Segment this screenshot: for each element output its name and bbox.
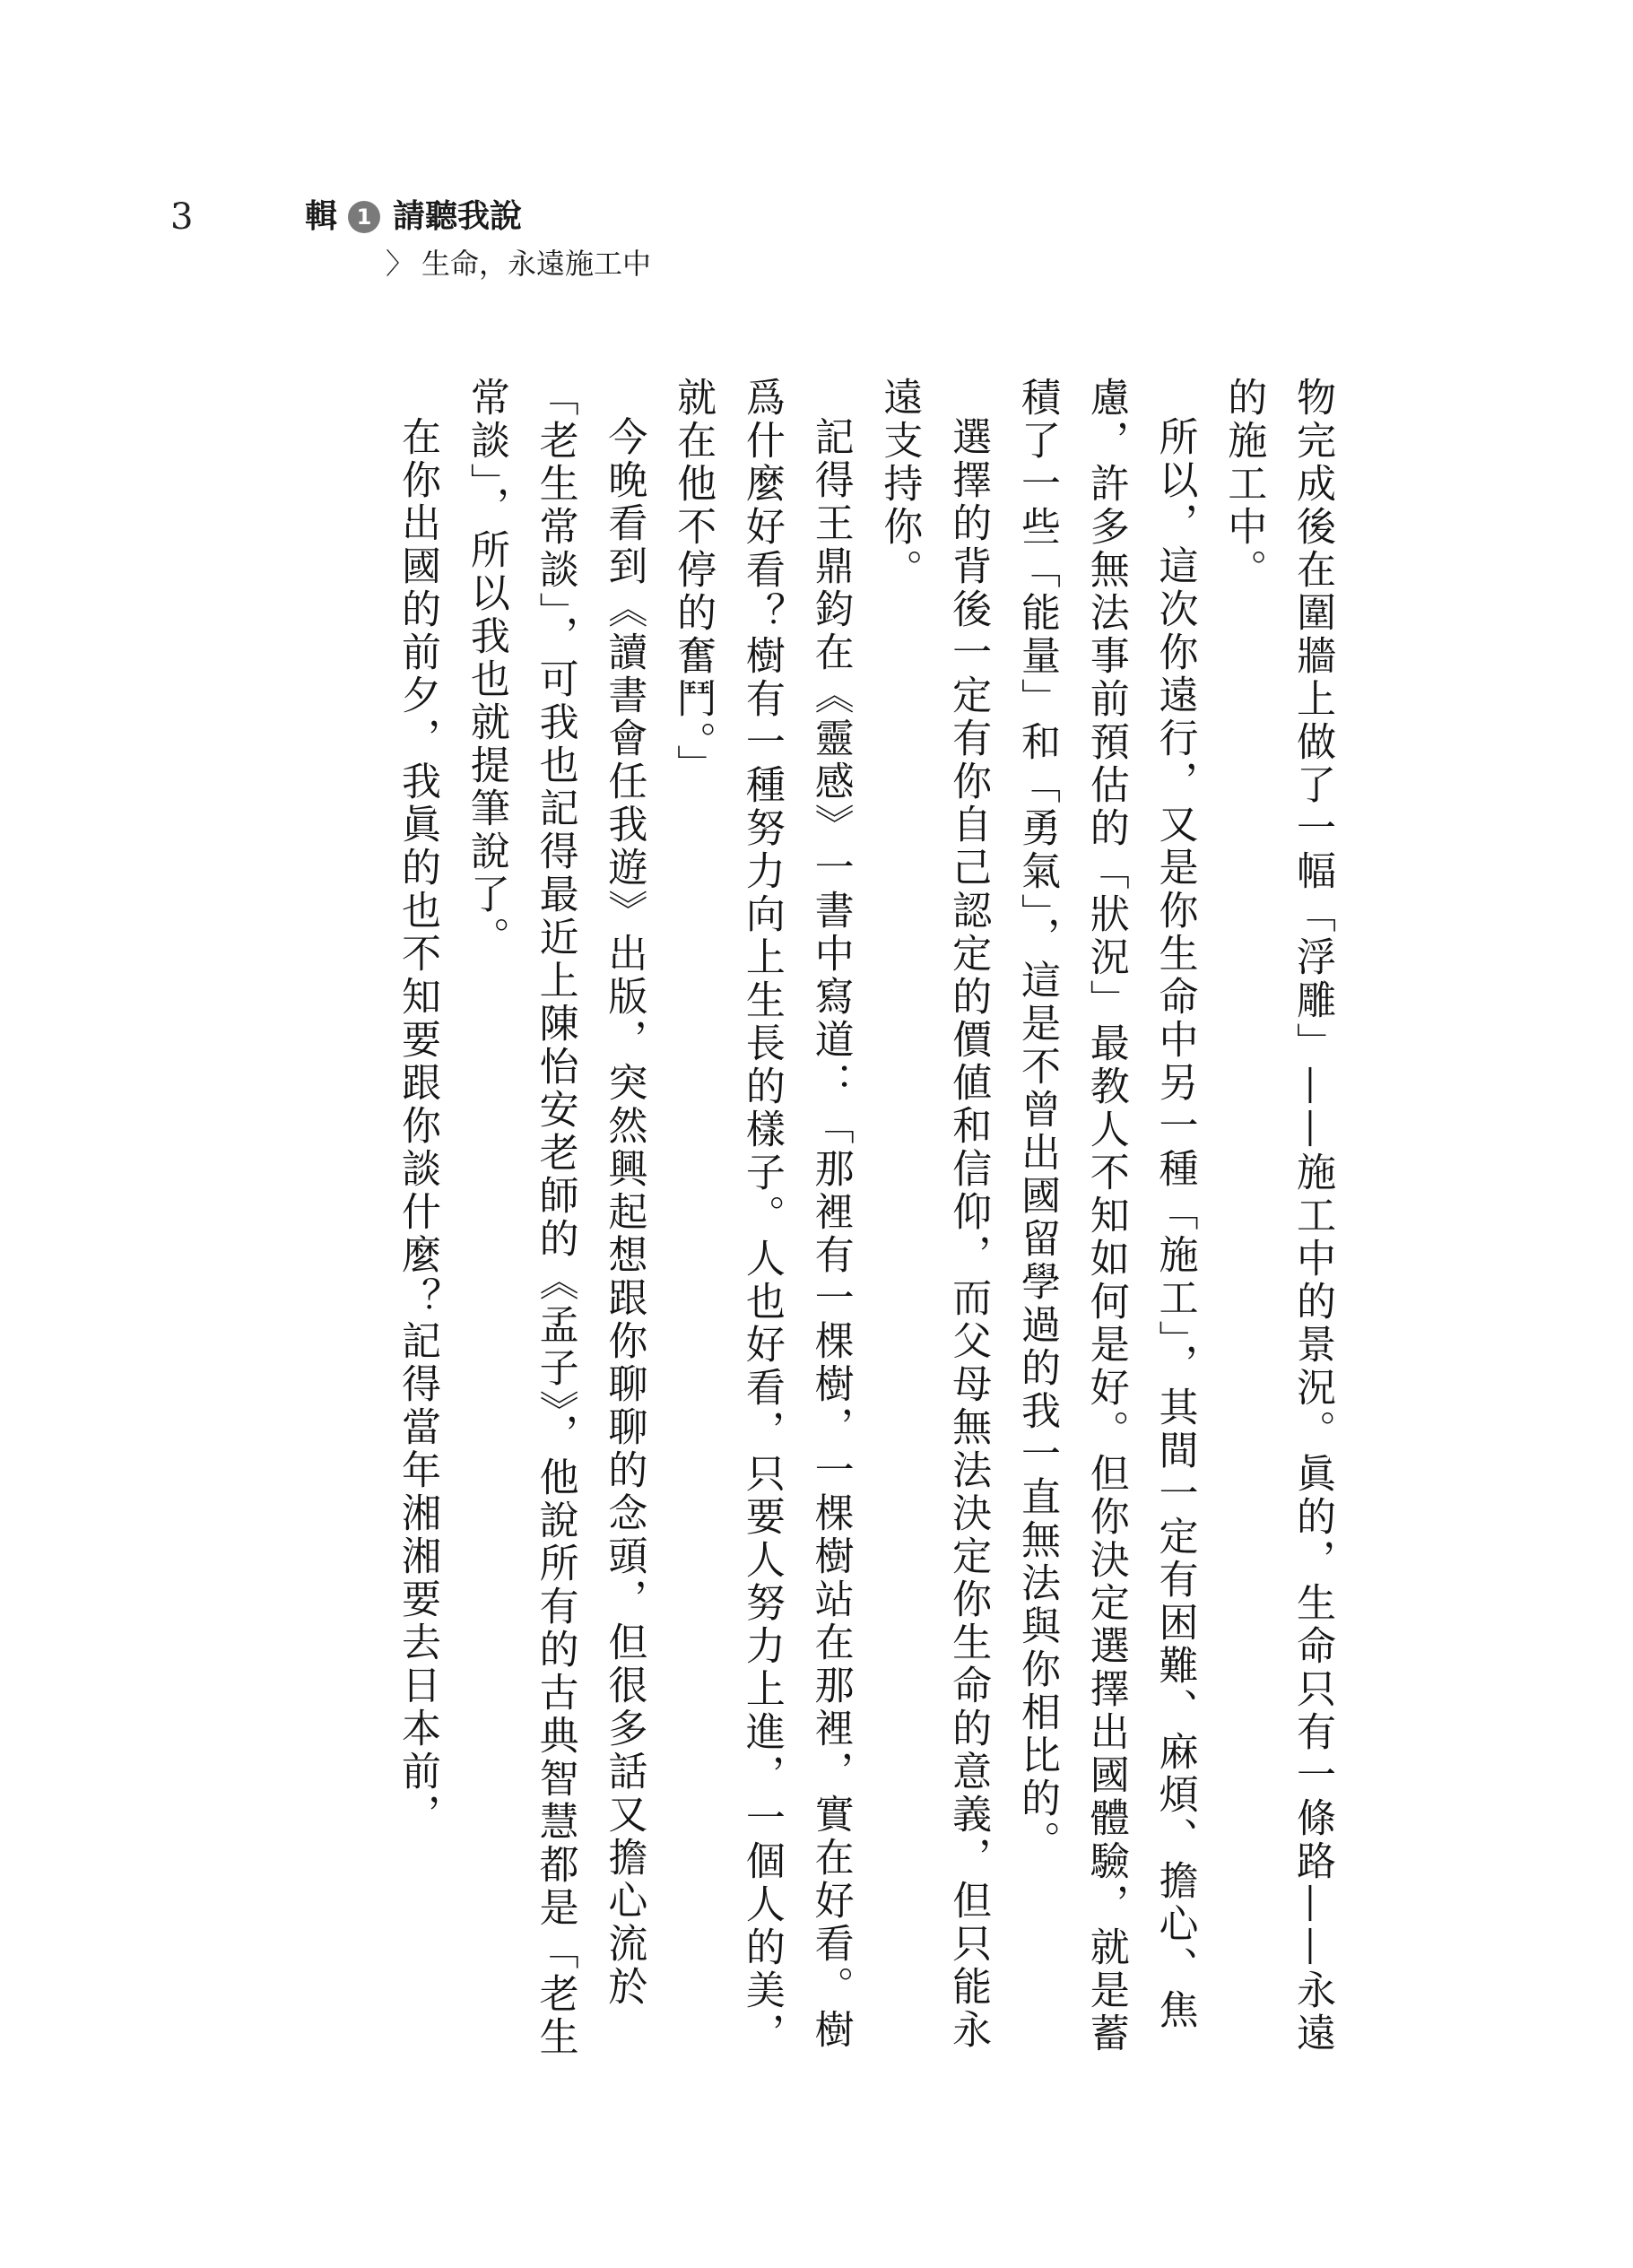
- volume-label: 輯: [305, 198, 338, 235]
- running-head-section: [386, 246, 651, 282]
- chapter-number-badge: 1: [348, 201, 380, 233]
- page-number: 3: [170, 196, 194, 238]
- running-head: [305, 197, 651, 282]
- paragraph: 在你出國的前夕，我眞的也不知要跟你談什麼？記得當年湘湘要去日本前，: [395, 416, 441, 1837]
- paragraph: 記得王鼎鈞在《靈感》一書中寫道：「那裡有一棵樹，一棵樹站在那裡，實在好看。樹爲什麼好看？樹有一種努力向上生長的樣子。人也好看，只要人努力上進，一個人的美，就在他不停的奮鬥。」: [670, 377, 854, 2055]
- paragraph: 選擇的背後一定有你自己認定的價値和信仰，而父母無法決定你生命的意義，但只能永遠支持你。: [876, 377, 992, 2052]
- paragraph: 今晚看到《讀書會任我遊》出版，突然興起想跟你聊聊的念頭，但很多話又擔心流於「老生常談」，可我也記得最近上陳怡安老師的《孟子》，他說所有的古典智慧都是「老生常談」，所以我也就提筆說了。: [463, 377, 647, 2059]
- paragraph-continued: 物完成後在圍牆上做了一幅「浮雕」——施工中的景況。眞的，生命只有一條路——永遠的施工中。: [1220, 377, 1335, 2055]
- chevron-right-icon: 〉: [386, 247, 415, 281]
- chapter-title: 請聽我說: [393, 198, 523, 235]
- paragraph: 所以，這次你遠行，又是你生命中另一種「施工」，其間一定有困難、麻煩、擔心、焦慮，許多無法事前預估的「狀況」最教人不知如何是好。但你決定選擇出國體驗，就是蓄積了一些「能量」和「勇氣」，這是不曾出國留學過的我一直無法與你相比的。: [1013, 377, 1198, 2055]
- section-title: 生命，永遠施工中: [421, 247, 652, 281]
- body-text: [382, 377, 1346, 2063]
- running-head-chapter: [305, 197, 651, 237]
